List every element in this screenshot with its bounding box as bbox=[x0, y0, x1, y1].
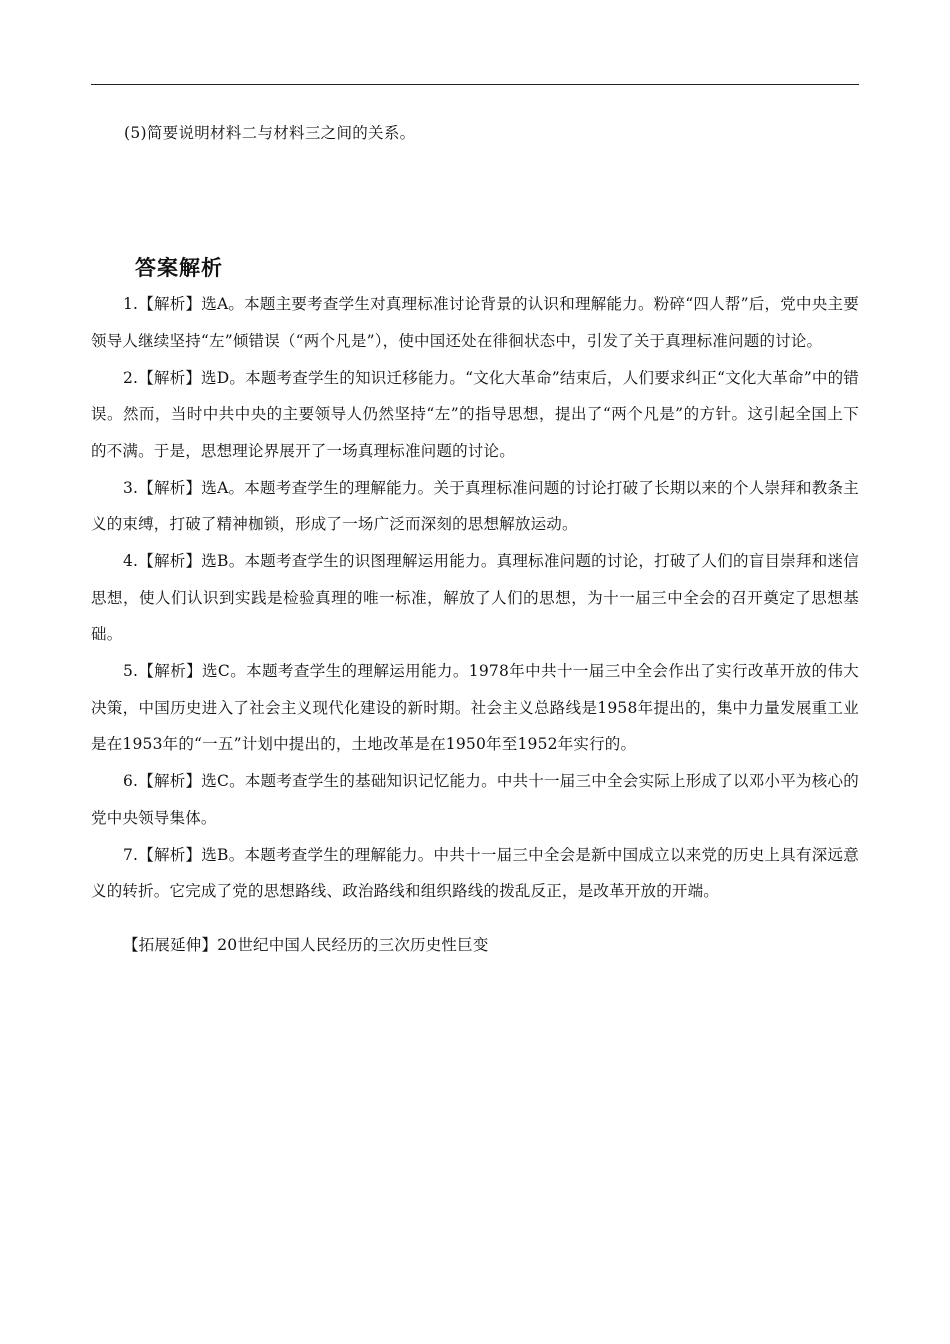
extension-title: 【拓展延伸】20世纪中国人民经历的三次历史性巨变 bbox=[123, 936, 489, 954]
answer-6: 6.【解析】选C。本题考查学生的基础知识记忆能力。中共十一届三中全会实际上形成了以邓小平为核心的党中央领导集体。 bbox=[91, 772, 859, 827]
question-5: (5)简要说明材料二与材料三之间的关系。 bbox=[124, 124, 416, 142]
answer-2: 2.【解析】选D。本题考查学生的知识迁移能力。“文化大革命”结束后，人们要求纠正“文化大革命”中的错误。然而，当时中共中央的主要领导人仍然坚持“左”的指导思想，提出了“两个凡是”的方针。这引起全国上下的不满。于是，思想理论界展开了一场真理标准问题的讨论。 bbox=[91, 368, 859, 460]
answer-heading: 答案解析 bbox=[135, 256, 223, 280]
answer-1: 1.【解析】选A。本题主要考查学生对真理标准讨论背景的认识和理解能力。粉碎“四人帮”后，党中央主要领导人继续坚持“左”倾错误（“两个凡是”），使中国还处在徘徊状态中，引发了关于真理标准问题的讨论。 bbox=[91, 295, 859, 350]
header-rule bbox=[91, 84, 859, 85]
answer-5: 5.【解析】选C。本题考查学生的理解运用能力。1978年中共十一届三中全会作出了实行改革开放的伟大决策，中国历史进入了社会主义现代化建设的新时期。社会主义总路线是1958年提出的，集中力量发展重工业是在1953年的“一五”计划中提出的，土地改革是在1950年至1952年实行的。 bbox=[91, 662, 859, 753]
answer-7: 7.【解析】选B。本题考查学生的理解能力。中共十一届三中全会是新中国成立以来党的历史上具有深远意义的转折。它完成了党的思想路线、政治路线和组织路线的拨乱反正，是改革开放的开端。 bbox=[91, 845, 859, 900]
answer-4: 4.【解析】选B。本题考查学生的识图理解运用能力。真理标准问题的讨论，打破了人们的盲目崇拜和迷信思想，使人们认识到实践是检验真理的唯一标准，解放了人们的思想，为十一届三中全会的召开奠定了思想基础。 bbox=[91, 552, 859, 643]
answer-3: 3.【解析】选A。本题考查学生的理解能力。关于真理标准问题的讨论打破了长期以来的个人崇拜和教条主义的束缚，打破了精神枷锁，形成了一场广泛而深刻的思想解放运动。 bbox=[91, 478, 859, 533]
answer-list bbox=[91, 286, 859, 910]
